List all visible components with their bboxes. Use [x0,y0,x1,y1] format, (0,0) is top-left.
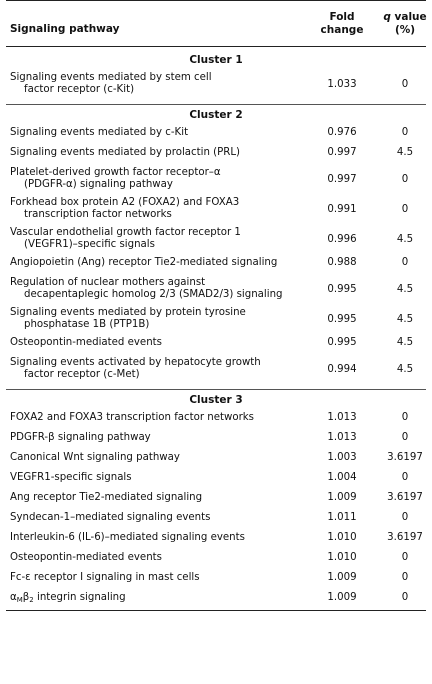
table-row [6,410,426,430]
fold-change-cell: 0.995 [327,284,357,295]
table-row [6,305,426,335]
fold-change-cell: 1.010 [327,552,357,563]
q-value-cell: 0 [401,127,409,138]
pathway-cell: Fc-ε receptor I signaling in mast cells [10,572,200,583]
q-value-cell: 4.5 [396,364,414,375]
pathway-cell: Signaling events mediated by c-Kit [10,127,189,138]
table-row [6,70,426,100]
fold-change-cell: 1.009 [327,492,357,503]
table-row [6,490,426,510]
header-rule [6,46,426,47]
pathway-cell: Platelet-derived growth factor receptor–α (PDGFR-α) signaling pathway [10,167,221,190]
header-q-value: q value (%) [383,11,427,36]
pathway-cell: Regulation of nuclear mothers against decapentaplegic homolog 2/3 (SMAD2/3) signaling [10,277,283,300]
pathway-cell: Canonical Wnt signaling pathway [10,452,180,463]
pathway-cell: Syndecan-1–mediated signaling events [10,512,211,523]
table-row [6,335,426,355]
table-row [6,255,426,275]
table-row [6,590,426,610]
q-value-cell: 3.6197 [387,452,423,463]
fold-change-cell: 1.033 [327,79,357,90]
q-value-cell: 0 [401,204,409,215]
q-value-cell: 0 [401,472,409,483]
fold-change-cell: 1.004 [327,472,357,483]
q-value-cell: 0 [401,79,409,90]
fold-change-cell: 1.013 [327,412,357,423]
table-row [6,430,426,450]
pathway-cell: Signaling events mediated by stem cell factor receptor (c-Kit) [10,72,212,95]
fold-change-cell: 1.010 [327,532,357,543]
header-fold-change: Fold change [320,11,364,36]
q-value-cell: 0 [401,572,409,583]
pathway-cell: PDGFR-β signaling pathway [10,432,151,443]
table-row [6,145,426,165]
pathway-cell: Signaling events mediated by prolactin (PRL) [10,147,240,158]
q-value-cell: 4.5 [396,314,414,325]
table-row [6,570,426,590]
fold-change-cell: 1.011 [327,512,357,523]
q-value-cell: 4.5 [396,147,414,158]
cluster-title: Cluster 3 [189,394,243,406]
fold-change-cell: 1.009 [327,572,357,583]
fold-change-cell: 0.995 [327,314,357,325]
pathway-cell: Angiopoietin (Ang) receptor Tie2-mediated signaling [10,257,278,268]
q-value-cell: 0 [401,512,409,523]
q-value-cell: 4.5 [396,284,414,295]
fold-change-cell: 0.988 [327,257,357,268]
fold-change-cell: 0.997 [327,174,357,185]
q-value-cell: 0 [401,257,409,268]
table-row [6,195,426,225]
q-value-cell: 0 [401,432,409,443]
fold-change-cell: 0.994 [327,364,357,375]
fold-change-cell: 0.991 [327,204,357,215]
q-value-cell: 4.5 [396,234,414,245]
pathway-cell: FOXA2 and FOXA3 transcription factor networks [10,412,254,423]
table-row [6,165,426,195]
cluster-title: Cluster 1 [189,54,243,66]
bottom-rule [6,610,426,611]
pathway-cell: Ang receptor Tie2-mediated signaling [10,492,203,503]
pathway-cell: Osteopontin-mediated events [10,337,162,348]
q-value-cell: 4.5 [396,337,414,348]
pathway-cell: VEGFR1-specific signals [10,472,132,483]
table-row [6,275,426,305]
fold-change-cell: 0.997 [327,147,357,158]
fold-change-cell: 1.009 [327,592,357,603]
table-row [6,125,426,145]
q-value-cell: 0 [401,174,409,185]
fold-change-cell: 0.976 [327,127,357,138]
q-value-cell: 0 [401,552,409,563]
fold-change-cell: 0.995 [327,337,357,348]
cluster-title: Cluster 2 [189,109,243,121]
q-value-cell: 3.6197 [387,492,423,503]
pathway-cell: Osteopontin-mediated events [10,552,162,563]
fold-change-cell: 0.996 [327,234,357,245]
results-table [6,0,426,611]
q-value-cell: 3.6197 [387,532,423,543]
pathway-cell: Forkhead box protein A2 (FOXA2) and FOXA3 transcription factor networks [10,197,240,220]
fold-change-cell: 1.013 [327,432,357,443]
table-header [6,1,426,46]
table-row [6,355,426,385]
table-row [6,450,426,470]
header-pathway: Signaling pathway [10,23,120,35]
pathway-cell: Signaling events mediated by protein tyrosine phosphatase 1B (PTP1B) [10,307,246,330]
fold-change-cell: 1.003 [327,452,357,463]
pathway-cell: Interleukin-6 (IL-6)–mediated signaling events [10,532,245,543]
table-row [6,470,426,490]
table-row [6,510,426,530]
pathway-cell: $\alpha_M\beta_2$ integrin signaling [10,592,126,604]
pathway-cell: Signaling events activated by hepatocyte growth factor receptor (c-Met) [10,357,261,380]
q-value-cell: 0 [401,412,409,423]
table-row [6,530,426,550]
table-row [6,225,426,255]
q-value-cell: 0 [401,592,409,603]
pathway-cell: Vascular endothelial growth factor receptor 1 (VEGFR1)–specific signals [10,227,241,250]
table-row [6,550,426,570]
table-body [6,50,426,610]
